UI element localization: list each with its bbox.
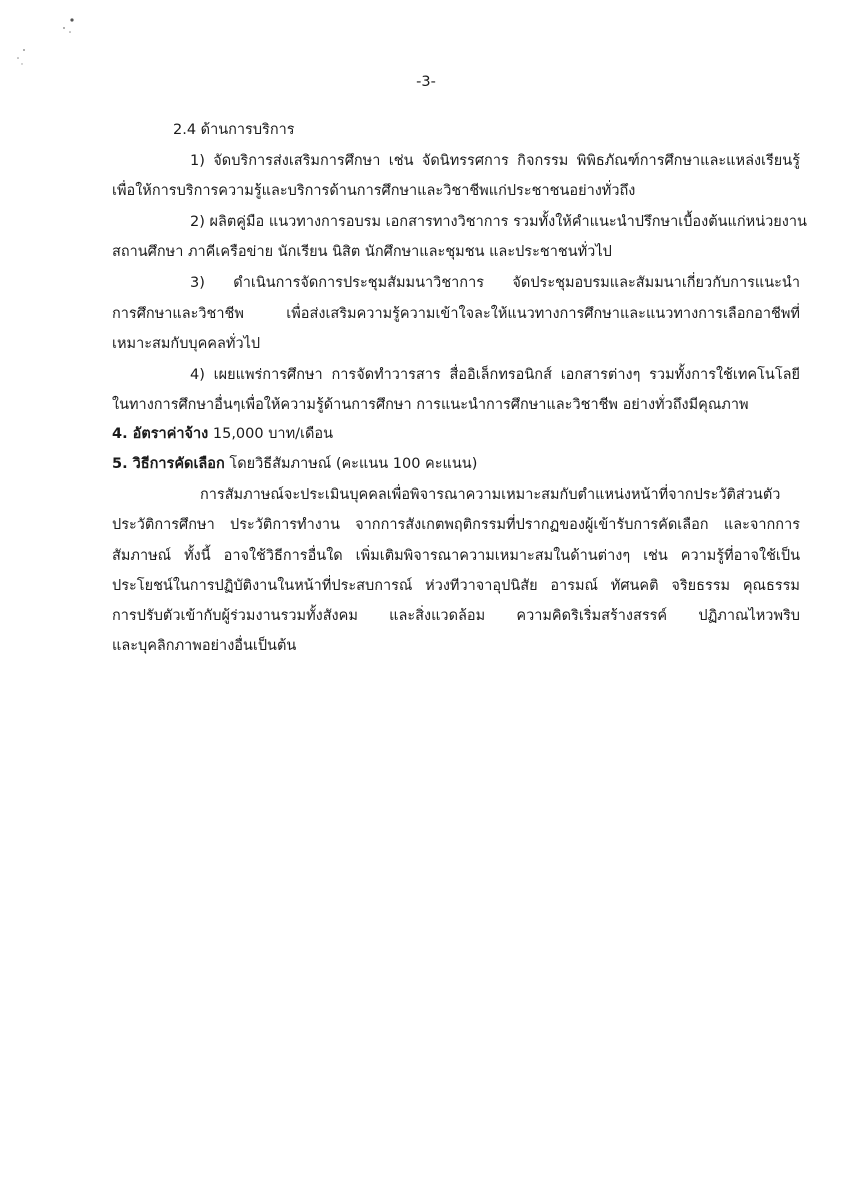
selection-paragraph-line-2: ประวัติการศึกษา ประวัติการทำงาน จากการสังเกตพฤติกรรมที่ปรากฏของผู้เข้ารับการคัดเลือก และจากการ: [112, 517, 800, 533]
selection-paragraph-line-4: ประโยชน์ในการปฏิบัติงานในหน้าที่ประสบการณ์ ห่วงทีวาจาอุปนิสัย อารมณ์ ทัศนคติ จริยธรรม คุณธรรม: [112, 578, 800, 594]
item-4-line-2: ในทางการศึกษาอื่นๆเพื่อให้ความรู้ด้านการศึกษา การแนะนำการศึกษาและวิชาชีพ อย่างทั่วถึงมีคุณภาพ: [112, 397, 749, 413]
selection-paragraph-line-1: การสัมภาษณ์จะประเมินบุคคลเพื่อพิจารณาความเหมาะสมกับตำแหน่งหน้าที่จากประวัติส่วนตัว: [200, 487, 781, 503]
item-1-line-1: 1) จัดบริการส่งเสริมการศึกษา เช่น จัดนิทรรศการ กิจกรรม พิพิธภัณฑ์การศึกษาและแหล่งเรียนรู้: [190, 153, 800, 169]
scan-specks: [10, 10, 90, 80]
item-3-line-2: การศึกษาและวิชาชีพ เพื่อส่งเสริมความรู้ความเข้าใจละให้แนวทางการศึกษาและแนวทางการเลือกอาชีพที่: [112, 306, 800, 322]
wage-value: 15,000 บาท/เดือน: [212, 426, 334, 442]
selection-paragraph-line-5: การปรับตัวเข้ากับผู้ร่วมงานรวมทั้งสังคม และสิ่งแวดล้อม ความคิดริเริ่มสร้างสรรค์ ปฏิภาณไหวพริบ: [112, 608, 800, 624]
item-4-line-1: 4) เผยแพร่การศึกษา การจัดทำวารสาร สื่ออิเล็กทรอนิกส์ เอกสารต่างๆ รวมทั้งการใช้เทคโนโลยี: [190, 367, 800, 383]
item-2-line-1: 2) ผลิตคู่มือ แนวทางการอบรม เอกสารทางวิชาการ รวมทั้งให้คำแนะนำปรึกษาเบื้องต้นแก่หน่วยงาน: [190, 214, 807, 230]
wage-label: 4. อัตราค่าจ้าง: [112, 426, 209, 442]
item-1-line-2: เพื่อให้การบริการความรู้และบริการด้านการศึกษาและวิชาชีพแก่ประชาชนอย่างทั่วถึง: [112, 183, 636, 199]
item-3-line-1: 3) ดำเนินการจัดการประชุมสัมมนาวิชาการ จัดประชุมอบรมและสัมมนาเกี่ยวกับการแนะนำ: [190, 275, 800, 291]
section-heading: 2.4 ด้านการบริการ: [173, 122, 295, 138]
item-2-line-2: สถานศึกษา ภาคีเครือข่าย นักเรียน นิสิต นักศึกษาและชุมชน และประชาชนทั่วไป: [112, 244, 612, 260]
selection-value: โดยวิธีสัมภาษณ์ (คะแนน 100 คะแนน): [229, 456, 478, 472]
selection-paragraph-line-6: และบุคลิกภาพอย่างอื่นเป็นต้น: [112, 638, 297, 654]
selection-label: 5. วิธีการคัดเลือก: [112, 456, 225, 472]
item-3-line-3: เหมาะสมกับบุคคลทั่วไป: [112, 336, 261, 352]
page-number: -3-: [416, 74, 436, 90]
selection-row: [112, 454, 477, 474]
selection-paragraph-line-3: สัมภาษณ์ ทั้งนี้ อาจใช้วิธีการอื่นใด เพิ่มเติมพิจารณาความเหมาะสมในด้านต่างๆ เช่น ความรู้ที่อาจใช้เป็น: [112, 548, 800, 564]
wage-row: [112, 424, 333, 444]
